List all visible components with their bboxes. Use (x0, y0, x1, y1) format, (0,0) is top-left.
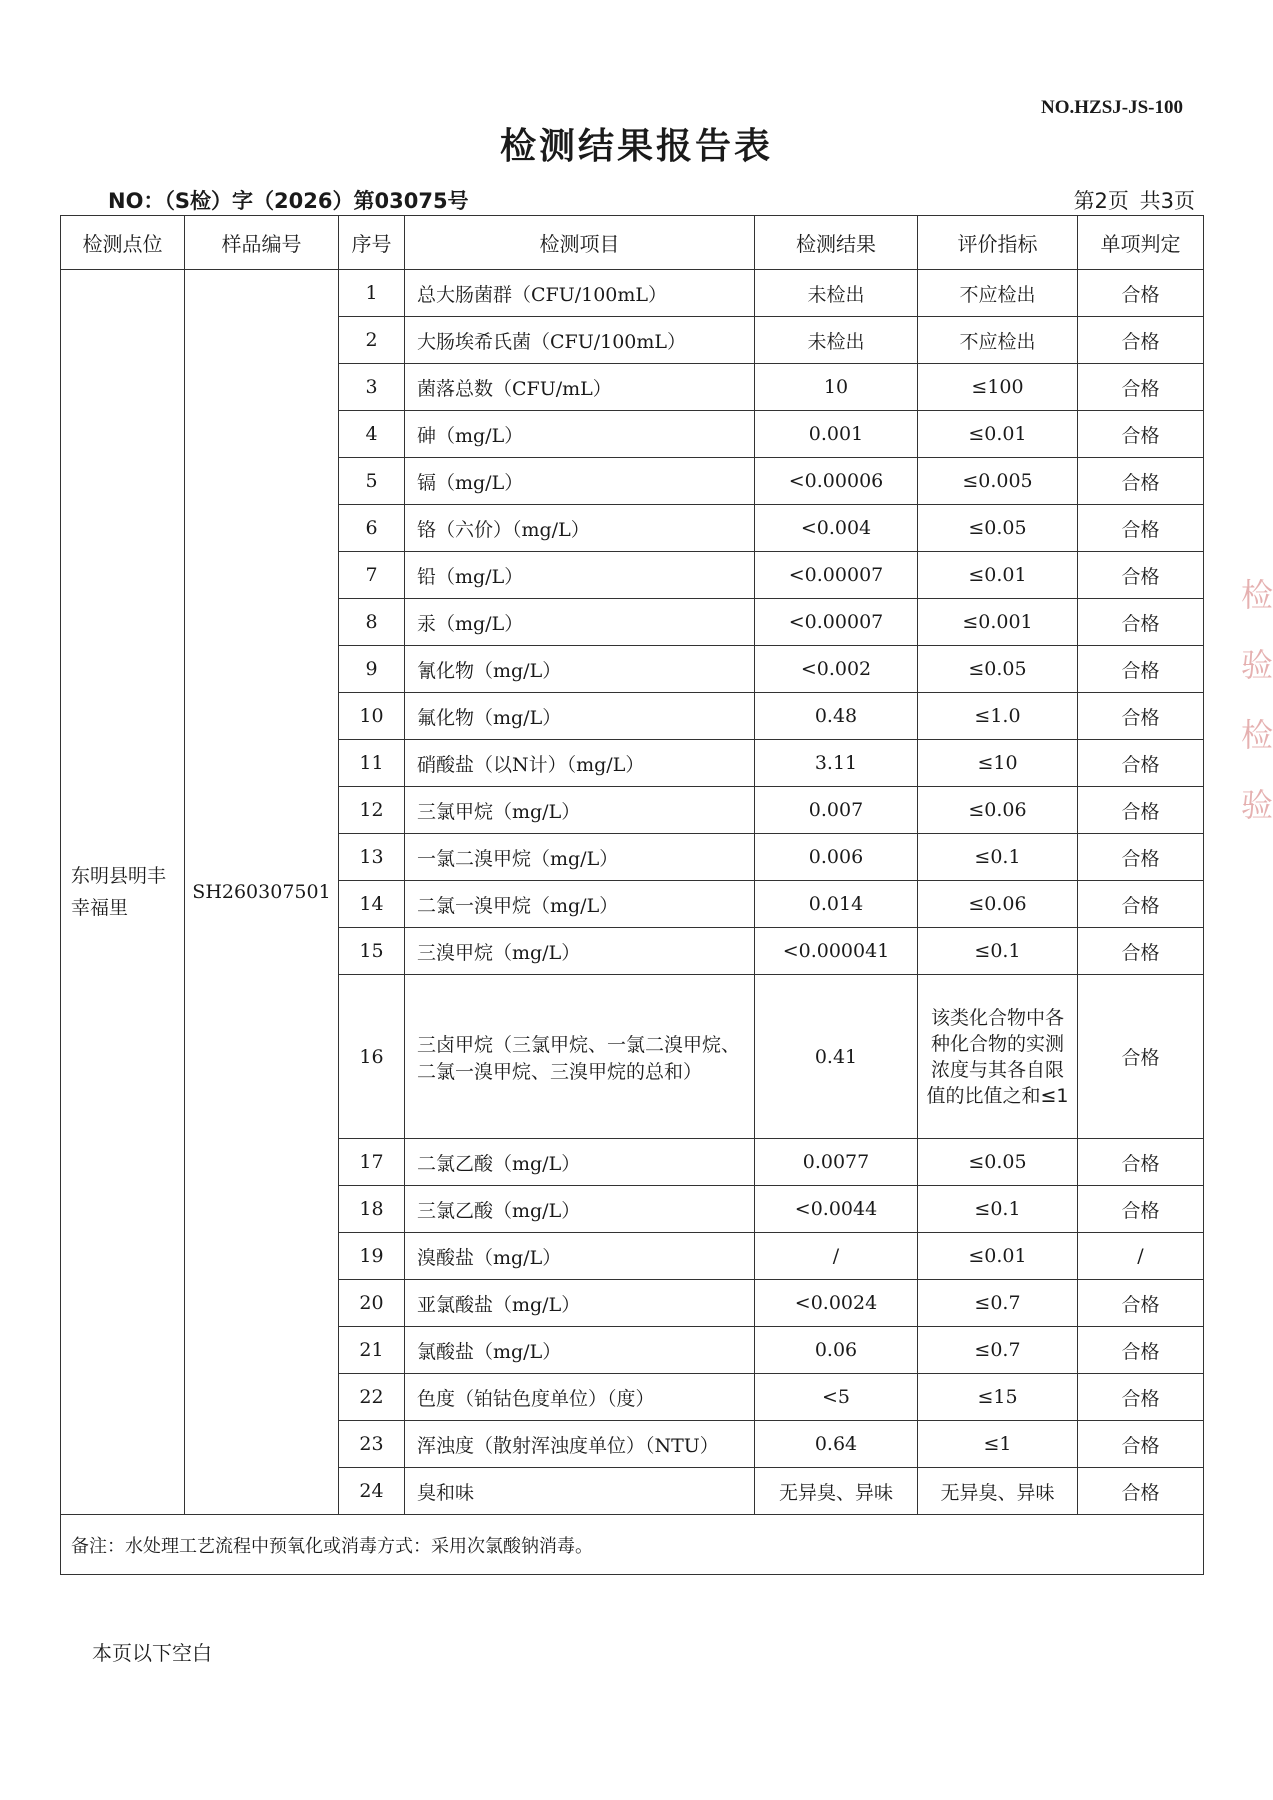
criterion-cell: ≤0.01 (918, 1233, 1078, 1280)
verdict-cell: 合格 (1078, 787, 1204, 834)
item-cell: 铅（mg/L） (405, 552, 755, 599)
result-cell: <0.004 (755, 505, 918, 552)
criterion-cell: ≤0.1 (918, 1186, 1078, 1233)
verdict-cell: 合格 (1078, 270, 1204, 317)
item-cell: 一氯二溴甲烷（mg/L） (405, 834, 755, 881)
table-row (61, 270, 1204, 317)
result-cell: <0.000041 (755, 928, 918, 975)
item-cell: 菌落总数（CFU/mL） (405, 364, 755, 411)
table-body (61, 270, 1204, 1515)
result-cell: 无异臭、异味 (755, 1468, 918, 1515)
criterion-cell: ≤0.06 (918, 787, 1078, 834)
criterion-cell: ≤0.001 (918, 599, 1078, 646)
note-row (61, 1515, 1204, 1575)
note: 备注：水处理工艺流程中预氧化或消毒方式：采用次氯酸钠消毒。 (61, 1515, 1204, 1575)
no-cell: 5 (339, 458, 405, 505)
result-cell: 0.001 (755, 411, 918, 458)
no-cell: 2 (339, 317, 405, 364)
item-cell: 二氯一溴甲烷（mg/L） (405, 881, 755, 928)
no-cell: 6 (339, 505, 405, 552)
no-cell: 7 (339, 552, 405, 599)
page-current: 第2页 (1073, 189, 1129, 213)
item-cell: 氯酸盐（mg/L） (405, 1327, 755, 1374)
no-cell: 15 (339, 928, 405, 975)
verdict-cell: 合格 (1078, 881, 1204, 928)
verdict-cell: 合格 (1078, 693, 1204, 740)
no-cell: 9 (339, 646, 405, 693)
verdict-cell: 合格 (1078, 928, 1204, 975)
result-cell: 0.006 (755, 834, 918, 881)
no-cell: 20 (339, 1280, 405, 1327)
result-cell: 0.0077 (755, 1139, 918, 1186)
criterion-cell: 不应检出 (918, 270, 1078, 317)
verdict-cell: 合格 (1078, 599, 1204, 646)
verdict-cell: 合格 (1078, 975, 1204, 1139)
no-cell: 24 (339, 1468, 405, 1515)
criterion-cell: 无异臭、异味 (918, 1468, 1078, 1515)
item-cell: 溴酸盐（mg/L） (405, 1233, 755, 1280)
verdict-cell: 合格 (1078, 1139, 1204, 1186)
item-cell: 三氯乙酸（mg/L） (405, 1186, 755, 1233)
no-cell: 22 (339, 1374, 405, 1421)
item-cell: 三卤甲烷（三氯甲烷、一氯二溴甲烷、二氯一溴甲烷、三溴甲烷的总和） (405, 975, 755, 1139)
no-cell: 17 (339, 1139, 405, 1186)
no-cell: 11 (339, 740, 405, 787)
item-cell: 二氯乙酸（mg/L） (405, 1139, 755, 1186)
no-cell: 16 (339, 975, 405, 1139)
result-cell: <0.0044 (755, 1186, 918, 1233)
item-cell: 亚氯酸盐（mg/L） (405, 1280, 755, 1327)
item-cell: 砷（mg/L） (405, 411, 755, 458)
criterion-cell: ≤0.005 (918, 458, 1078, 505)
criterion-cell: ≤0.05 (918, 646, 1078, 693)
header-verdict: 单项判定 (1078, 216, 1204, 270)
criterion-cell: ≤0.05 (918, 505, 1078, 552)
criterion-cell: ≤0.7 (918, 1327, 1078, 1374)
verdict-cell: 合格 (1078, 646, 1204, 693)
result-cell: 未检出 (755, 270, 918, 317)
criterion-cell: 不应检出 (918, 317, 1078, 364)
verdict-cell: 合格 (1078, 834, 1204, 881)
criterion-cell: 该类化合物中各种化合物的实测浓度与其各自限值的比值之和≤1 (918, 975, 1078, 1139)
header-item: 检测项目 (405, 216, 755, 270)
result-cell: 0.007 (755, 787, 918, 834)
document-code: NO.HZSJ-JS-100 (1041, 97, 1183, 118)
verdict-cell: 合格 (1078, 317, 1204, 364)
criterion-cell: ≤10 (918, 740, 1078, 787)
no-cell: 10 (339, 693, 405, 740)
site-cell: 东明县明丰幸福里 (61, 270, 185, 1515)
result-cell: 0.64 (755, 1421, 918, 1468)
result-cell: 0.014 (755, 881, 918, 928)
no-cell: 12 (339, 787, 405, 834)
verdict-cell: 合格 (1078, 1280, 1204, 1327)
criterion-cell: ≤100 (918, 364, 1078, 411)
stamp-text-2: 检验 (1240, 716, 1273, 824)
criterion-cell: ≤15 (918, 1374, 1078, 1421)
criterion-cell: ≤0.1 (918, 928, 1078, 975)
result-cell: 10 (755, 364, 918, 411)
no-cell: 19 (339, 1233, 405, 1280)
verdict-cell: 合格 (1078, 458, 1204, 505)
verdict-cell: 合格 (1078, 411, 1204, 458)
header-no: 序号 (339, 216, 405, 270)
criterion-cell: ≤1 (918, 1421, 1078, 1468)
result-cell: 未检出 (755, 317, 918, 364)
no-cell: 21 (339, 1327, 405, 1374)
result-cell: 0.06 (755, 1327, 918, 1374)
result-cell: / (755, 1233, 918, 1280)
verdict-cell: 合格 (1078, 364, 1204, 411)
result-cell: 3.11 (755, 740, 918, 787)
item-cell: 浑浊度（散射浑浊度单位）（NTU） (405, 1421, 755, 1468)
sample-id-cell: SH260307501 (185, 270, 339, 1515)
page-total: 共3页 (1139, 189, 1195, 213)
no-cell: 1 (339, 270, 405, 317)
verdict-cell: 合格 (1078, 505, 1204, 552)
item-cell: 汞（mg/L） (405, 599, 755, 646)
criterion-cell: ≤0.7 (918, 1280, 1078, 1327)
footer-blank-note: 本页以下空白 (92, 1641, 212, 1665)
report-number: NO：（S检）字（2026）第03075号 (108, 189, 469, 213)
criterion-cell: ≤0.01 (918, 411, 1078, 458)
header-result: 检测结果 (755, 216, 918, 270)
stamp-fragment (1225, 560, 1273, 824)
header-criterion: 评价指标 (918, 216, 1078, 270)
item-cell: 铬（六价）（mg/L） (405, 505, 755, 552)
result-cell: <0.00006 (755, 458, 918, 505)
item-cell: 硝酸盐（以N计）（mg/L） (405, 740, 755, 787)
no-cell: 3 (339, 364, 405, 411)
stamp-text-1: 检验 (1240, 576, 1273, 684)
header-site: 检测点位 (61, 216, 185, 270)
result-cell: <0.0024 (755, 1280, 918, 1327)
verdict-cell: 合格 (1078, 552, 1204, 599)
no-cell: 8 (339, 599, 405, 646)
item-cell: 三溴甲烷（mg/L） (405, 928, 755, 975)
result-cell: <0.00007 (755, 552, 918, 599)
no-cell: 14 (339, 881, 405, 928)
criterion-cell: ≤0.06 (918, 881, 1078, 928)
verdict-cell: 合格 (1078, 1468, 1204, 1515)
item-cell: 氰化物（mg/L） (405, 646, 755, 693)
no-cell: 18 (339, 1186, 405, 1233)
results-table (60, 215, 1204, 1575)
result-cell: 0.48 (755, 693, 918, 740)
table-header-row (61, 216, 1204, 270)
no-cell: 23 (339, 1421, 405, 1468)
result-cell: <5 (755, 1374, 918, 1421)
no-cell: 4 (339, 411, 405, 458)
item-cell: 总大肠菌群（CFU/100mL） (405, 270, 755, 317)
criterion-cell: ≤0.01 (918, 552, 1078, 599)
criterion-cell: ≤0.05 (918, 1139, 1078, 1186)
verdict-cell: / (1078, 1233, 1204, 1280)
item-cell: 大肠埃希氏菌（CFU/100mL） (405, 317, 755, 364)
item-cell: 臭和味 (405, 1468, 755, 1515)
verdict-cell: 合格 (1078, 1327, 1204, 1374)
verdict-cell: 合格 (1078, 1374, 1204, 1421)
page-title: 检测结果报告表 (499, 126, 773, 167)
header-sample-id: 样品编号 (185, 216, 339, 270)
criterion-cell: ≤0.1 (918, 834, 1078, 881)
item-cell: 镉（mg/L） (405, 458, 755, 505)
verdict-cell: 合格 (1078, 1186, 1204, 1233)
verdict-cell: 合格 (1078, 1421, 1204, 1468)
criterion-cell: ≤1.0 (918, 693, 1078, 740)
page-info (1070, 185, 1195, 215)
item-cell: 三氯甲烷（mg/L） (405, 787, 755, 834)
result-cell: <0.002 (755, 646, 918, 693)
item-cell: 色度（铂钴色度单位）（度） (405, 1374, 755, 1421)
item-cell: 氟化物（mg/L） (405, 693, 755, 740)
result-cell: <0.00007 (755, 599, 918, 646)
verdict-cell: 合格 (1078, 740, 1204, 787)
no-cell: 13 (339, 834, 405, 881)
result-cell: 0.41 (755, 975, 918, 1139)
